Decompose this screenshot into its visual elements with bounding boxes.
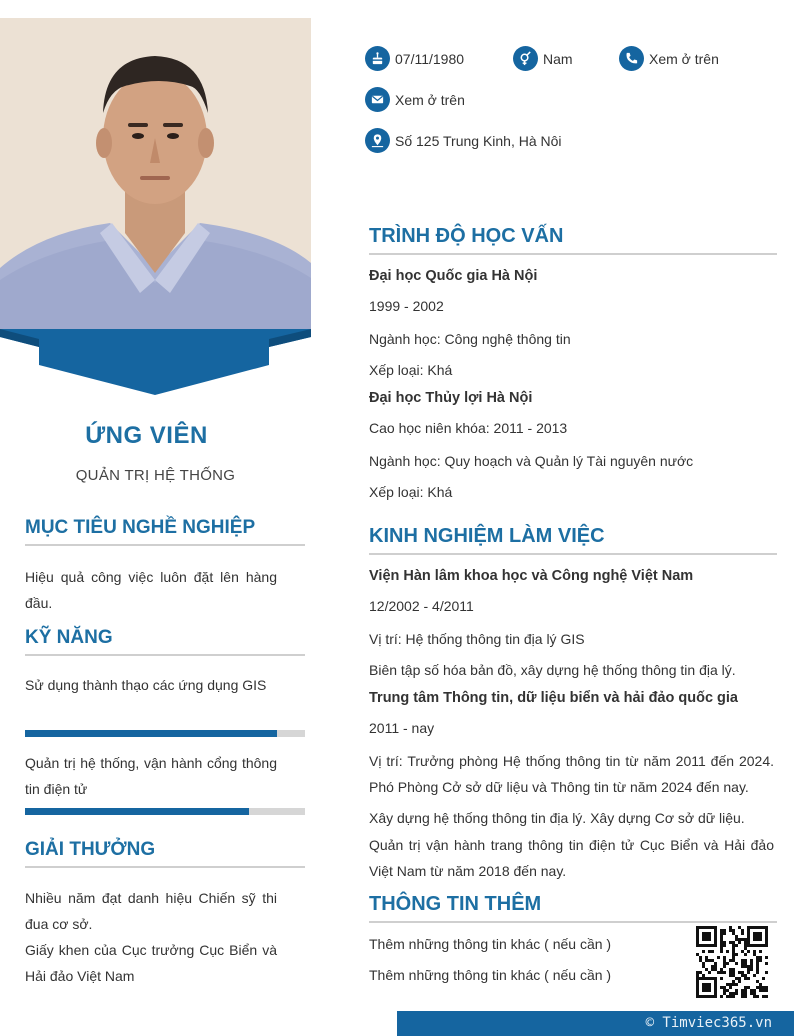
education-major: Ngành học: Quy hoạch và Quản lý Tài nguyên nước [369, 453, 694, 469]
experience-title: KINH NGHIỆM LÀM VIỆC [369, 525, 777, 555]
address-value: Số 125 Trung Kinh, Hà Nôi [395, 132, 562, 149]
experience-company: Trung tâm Thông tin, dữ liệu biển và hải đảo quốc gia [369, 690, 738, 706]
skill-progress-bar [25, 808, 305, 815]
experience-description: Xây dựng hệ thống thông tin địa lý. Xây dựng Cơ sở dữ liệu. [369, 810, 745, 826]
skills-title: KỸ NĂNG [25, 627, 305, 656]
extra-info-item: Thêm những thông tin khác ( nếu cần ) [369, 936, 612, 952]
award-item: Nhiều năm đạt danh hiệu Chiến sỹ thi đua cơ sở. [25, 890, 277, 932]
education-grade: Xếp loại: Khá [369, 362, 453, 378]
objective-text: Hiệu quả công việc luôn đặt lên hàng đầu. [25, 569, 277, 611]
experience-company: Viện Hàn lâm khoa học và Công nghệ Việt Nam [369, 568, 694, 584]
email-value: Xem ở trên [395, 91, 465, 108]
cake-icon [365, 46, 390, 71]
profile-photo [0, 18, 311, 329]
photo-ribbon [0, 329, 311, 397]
education-grade: Xếp loại: Khá [369, 484, 453, 500]
skill-progress-fill [25, 730, 277, 737]
birthday-value: 07/11/1980 [395, 50, 465, 67]
skill-label: Sử dụng thành thạo các ứng dụng GIS [25, 677, 267, 693]
experience-period: 2011 - nay [369, 720, 435, 736]
phone-icon [619, 46, 644, 71]
gender-icon [513, 46, 538, 71]
extra-info-title: THÔNG TIN THÊM [369, 893, 777, 923]
skill-progress-fill [25, 808, 249, 815]
experience-description: Quản trị vận hành trang thông tin điện tử Cục Biển và Hải đảo Việt Nam từ năm 2018 đến nay. [369, 837, 774, 879]
education-period: 1999 - 2002 [369, 298, 444, 314]
candidate-role: QUẢN TRỊ HỆ THỐNG [75, 467, 236, 484]
address-info [365, 128, 562, 153]
envelope-icon [365, 87, 390, 112]
skill-label: Quản trị hệ thống, vận hành cổng thông tin điện tử [25, 755, 277, 797]
experience-position: Vị trí: Trưởng phòng Hệ thống thông tin từ năm 2011 đến 2024. Phó Phòng Cở sở dữ liệu và Thông tin từ năm 2024 đến nay. [369, 753, 774, 795]
gender-value: Nam [543, 50, 573, 67]
experience-period: 12/2002 - 4/2011 [369, 598, 474, 614]
experience-position: Vị trí: Hệ thống thông tin địa lý GIS [369, 631, 585, 647]
gender-info [513, 46, 573, 71]
phone-info [619, 46, 719, 71]
education-school: Đại học Quốc gia Hà Nội [369, 268, 538, 284]
extra-info-item: Thêm những thông tin khác ( nếu cần ) [369, 967, 612, 983]
objective-title: MỤC TIÊU NGHỀ NGHIỆP [25, 517, 305, 546]
education-school: Đại học Thủy lợi Hà Nội [369, 390, 533, 406]
email-info [365, 87, 465, 112]
map-pin-icon [365, 128, 390, 153]
experience-description: Biên tập số hóa bản đồ, xây dựng hệ thống thông tin địa lý. [369, 662, 736, 678]
education-period: Cao học niên khóa: 2011 - 2013 [369, 420, 568, 436]
education-major: Ngành học: Công nghệ thông tin [369, 331, 571, 347]
award-item: Giấy khen của Cục trưởng Cục Biển và Hải đảo Việt Nam [25, 942, 277, 984]
phone-value: Xem ở trên [649, 50, 719, 67]
skill-progress-bar [25, 730, 305, 737]
awards-title: GIẢI THƯỞNG [25, 839, 305, 868]
qr-code [696, 926, 768, 998]
footer-bar [397, 1011, 794, 1036]
education-title: TRÌNH ĐỘ HỌC VẤN [369, 225, 777, 255]
birthday-info [365, 46, 464, 71]
candidate-name: ỨNG VIÊN [85, 422, 208, 449]
footer-brand: © Timviec365.vn [645, 1015, 772, 1031]
